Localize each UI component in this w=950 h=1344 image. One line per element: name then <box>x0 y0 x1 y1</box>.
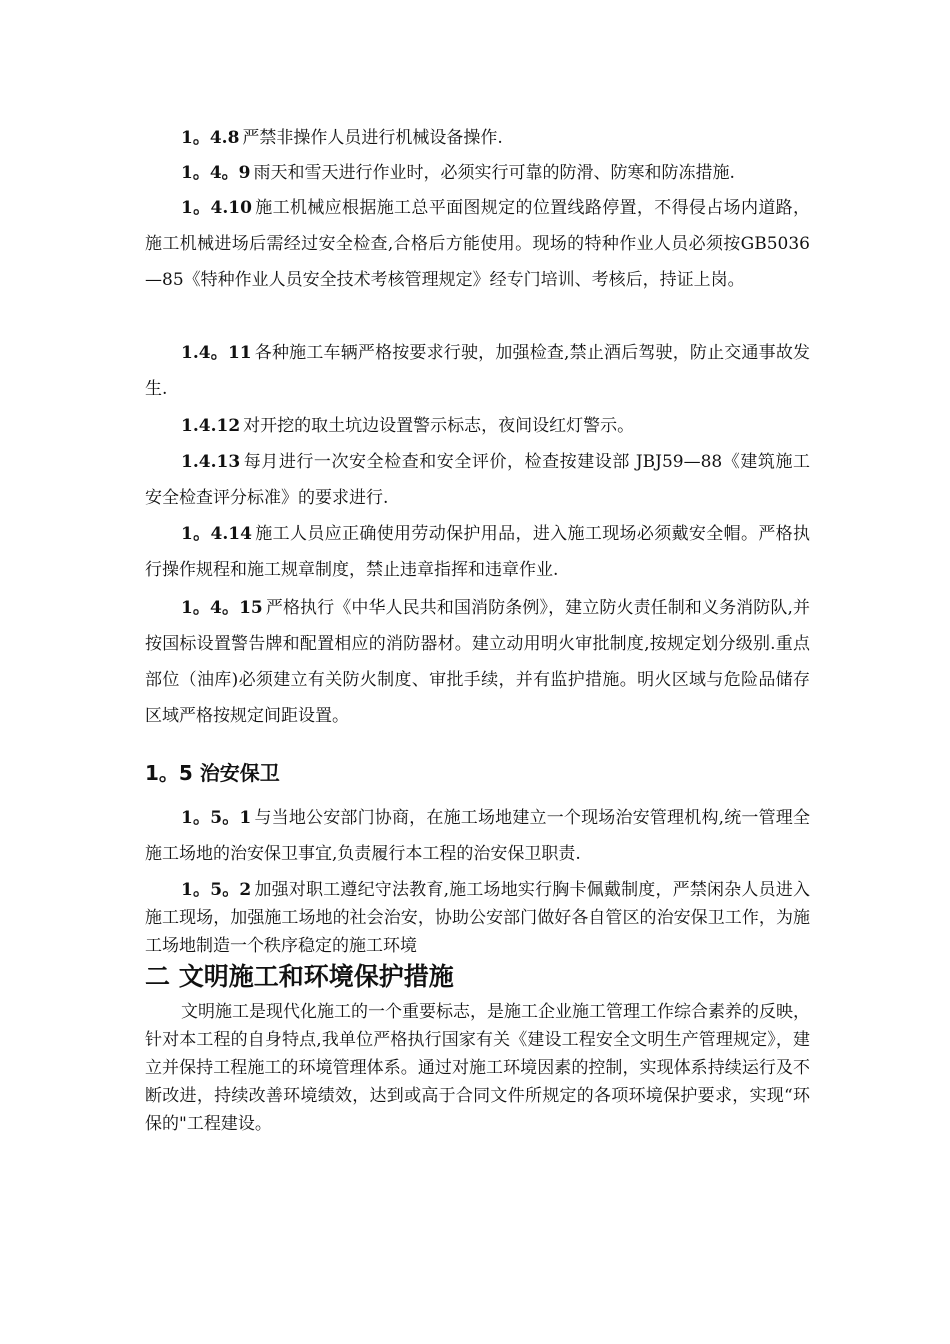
clause-text: 加强对职工遵纪守法教育,施工场地实行胸卡佩戴制度，严禁闲杂人员进入施工现场，加强施工场地的社会治安，协助公安部门做好各自管区的治安保卫工作，为施工场地制造一个秩序稳定的施工环境 <box>145 880 810 956</box>
clause-number: 1.4。11 <box>181 343 252 363</box>
clause-number: 1。4.10 <box>181 198 252 218</box>
paragraph-1-4-10 <box>145 190 810 298</box>
clause-text: 每月进行一次安全检查和安全评价，检查按建设部 JBJ59—88《建筑施工安全检查评分标准》的要求进行. <box>145 452 810 508</box>
clause-number: 1.4.12 <box>181 416 241 436</box>
clause-number: 1.4.13 <box>181 452 241 472</box>
clause-number: 1。4.14 <box>181 524 252 544</box>
paragraph-1-4-8 <box>145 120 810 156</box>
paragraph-chapter-2: 文明施工是现代化施工的一个重要标志，是施工企业施工管理工作综合素养的反映，针对本工程的自身特点,我单位严格执行国家有关《建设工程安全文明生产管理规定》，建立并保持工程施工的环境管理体系。通过对施工环境因素的控制，实现体系持续运行及不断改进，持续改善环境绩效，达到或高于合同文件所规定的各项环境保护要求，实现“环保的"工程建设。 <box>145 1002 810 1134</box>
clause-text: 严格执行《中华人民共和国消防条例》，建立防火责任制和义务消防队,并按国标设置警告牌和配置相应的消防器材。建立动用明火审批制度,按规定划分级别.重点部位（油库)必须建立有关防火制度、审批手续，并有监护措施。明火区域与危险品储存区域严格按规定间距设置。 <box>145 598 810 726</box>
clause-number: 1。4。15 <box>181 598 263 618</box>
clause-text: 与当地公安部门协商，在施工场地建立一个现场治安管理机构,统一管理全施工场地的治安保卫事宜,负责履行本工程的治安保卫职责. <box>145 808 810 864</box>
clause-text: 雨天和雪天进行作业时，必须实行可靠的防滑、防寒和防冻措施. <box>253 163 735 183</box>
clause-text: 对开挖的取土坑边设置警示标志，夜间设红灯警示。 <box>243 416 635 436</box>
clause-number: 1。5。2 <box>181 880 252 900</box>
paragraph-1-4-13 <box>145 444 810 516</box>
paragraph-1-4-12 <box>145 408 810 444</box>
section-heading-1-5: 1。5 治安保卫 <box>145 761 280 785</box>
paragraph-1-4-9 <box>145 155 810 191</box>
clause-text: 各种施工车辆严格按要求行驶，加强检查,禁止酒后驾驶，防止交通事故发生. <box>145 343 811 399</box>
clause-number: 1。4。9 <box>181 163 251 183</box>
clause-text: 施工人员应正确使用劳动保护用品，进入施工现场必须戴安全帽。严格执行操作规程和施工规章制度，禁止违章指挥和违章作业. <box>145 524 811 580</box>
paragraph-1-4-11 <box>145 335 810 407</box>
clause-number: 1。4.8 <box>181 128 240 148</box>
clause-number: 1。5。1 <box>181 808 252 828</box>
clause-text: 严禁非操作人员进行机械设备操作. <box>242 128 503 148</box>
clause-text: 施工机械应根据施工总平面图规定的位置线路停置，不得侵占场内道路，施工机械进场后需经过安全检查,合格后方能使用。现场的特种作业人员必须按GB5036—85《特种作业人员安全技术考核管理规定》经专门培训、考核后，持证上岗。 <box>145 198 811 290</box>
paragraph-1-4-15 <box>145 590 810 734</box>
paragraph-1-5-2 <box>145 876 810 960</box>
chapter-heading-2: 二 文明施工和环境保护措施 <box>145 962 454 991</box>
paragraph-1-5-1 <box>145 800 810 872</box>
paragraph-1-4-14 <box>145 516 810 588</box>
